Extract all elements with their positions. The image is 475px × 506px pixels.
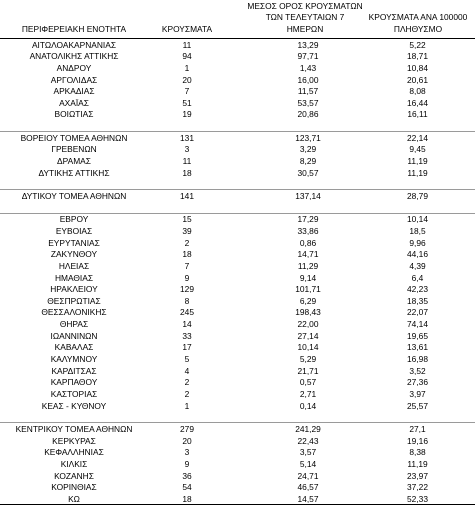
row-region-name: ΒΟΙΩΤΙΑΣ xyxy=(54,109,94,120)
row-cases: 11 xyxy=(182,39,192,50)
row-region-name: ΔΥΤΙΚΟΥ ΤΟΜΕΑ ΑΘΗΝΩΝ xyxy=(21,191,127,201)
header-avg-line1: ΜΕΣΟΣ ΟΡΟΣ ΚΡΟΥΣΜΑΤΩΝ xyxy=(247,1,363,11)
table-row xyxy=(0,447,475,457)
row-7day-average: 6,29 xyxy=(299,295,317,306)
row-7day-average: 198,43 xyxy=(295,307,321,318)
row-cases: 2 xyxy=(184,389,190,399)
row-cases: 7 xyxy=(184,260,190,271)
table-row xyxy=(0,471,475,481)
row-region-name: ΚΙΛΚΙΣ xyxy=(60,458,88,469)
row-rate-per-100k: 18,35 xyxy=(407,295,428,306)
row-cases: 14 xyxy=(182,319,192,330)
row-7day-average: 17,29 xyxy=(297,214,319,225)
row-rate-per-100k: 42,23 xyxy=(407,284,428,295)
row-rate-per-100k: 13,61 xyxy=(407,342,428,353)
row-rate-per-100k: 74,14 xyxy=(407,319,428,330)
row-rate-per-100k: 18,71 xyxy=(407,51,428,62)
row-region-name: ΚΕΡΚΥΡΑΣ xyxy=(52,435,96,446)
row-rate-per-100k: 22,07 xyxy=(407,307,428,318)
row-7day-average: 97,71 xyxy=(297,51,319,62)
table-row xyxy=(0,401,475,411)
row-7day-average: 46,57 xyxy=(297,482,319,493)
table-row xyxy=(0,284,475,294)
row-cases: 245 xyxy=(180,307,194,318)
row-region-name: ΗΡΑΚΛΕΙΟΥ xyxy=(50,284,98,295)
row-rate-per-100k: 37,22 xyxy=(407,482,428,493)
blank-separator-row xyxy=(0,203,475,214)
row-cases: 20 xyxy=(182,74,192,85)
row-rate-per-100k: 19,65 xyxy=(407,330,428,341)
row-region-name: ΚΑΡΔΙΤΣΑΣ xyxy=(51,365,97,376)
row-7day-average: 22,00 xyxy=(297,319,319,330)
row-cases: 18 xyxy=(182,167,192,178)
table-row xyxy=(0,296,475,306)
table-row xyxy=(0,319,475,329)
row-cases: 18 xyxy=(182,493,192,504)
row-region-name: ΚΑΒΑΛΑΣ xyxy=(54,342,94,353)
row-region-name: ΖΑΚΥΝΘΟΥ xyxy=(50,249,98,260)
row-7day-average: 21,71 xyxy=(297,365,319,376)
row-7day-average: 13,29 xyxy=(297,39,319,50)
table-row xyxy=(0,354,475,364)
header-cases: ΚΡΟΥΣΜΑΤΑ xyxy=(161,24,213,34)
row-7day-average: 241,29 xyxy=(295,423,321,434)
row-region-name: ΙΩΑΝΝΙΝΩΝ xyxy=(50,330,98,341)
table-row xyxy=(0,98,475,108)
row-cases: 5 xyxy=(184,354,190,365)
row-7day-average: 22,43 xyxy=(297,435,319,446)
row-rate-per-100k: 16,98 xyxy=(407,354,428,365)
row-7day-average: 0,57 xyxy=(299,377,317,388)
row-rate-per-100k: 44,16 xyxy=(407,249,428,260)
header-rate-line1: ΚΡΟΥΣΜΑΤΑ ΑΝΑ 100000 xyxy=(368,12,468,22)
table-row xyxy=(0,482,475,492)
row-rate-per-100k: 25,57 xyxy=(407,400,428,411)
row-rate-per-100k: 11,19 xyxy=(407,458,428,469)
row-cases: 36 xyxy=(182,470,192,481)
row-region-name: ΑΡΓΟΛΙΔΑΣ xyxy=(50,74,98,85)
row-rate-per-100k: 23,97 xyxy=(407,470,428,481)
row-region-name: ΑΡΚΑΔΙΑΣ xyxy=(53,86,95,97)
header-avg-line3: ΗΜΕΡΩΝ xyxy=(286,24,324,34)
table-row xyxy=(0,436,475,446)
row-7day-average: 101,71 xyxy=(295,284,321,295)
row-7day-average: 3,29 xyxy=(299,144,317,155)
row-7day-average: 8,29 xyxy=(299,156,317,166)
row-cases: 11 xyxy=(182,156,192,166)
row-rate-per-100k: 3,52 xyxy=(409,365,426,376)
table-row xyxy=(0,63,475,73)
table-row xyxy=(0,331,475,341)
table-row xyxy=(0,342,475,352)
row-7day-average: 137,14 xyxy=(295,191,321,201)
row-region-name: ΚΕΦΑΛΛΗΝΙΑΣ xyxy=(44,447,104,458)
row-cases: 141 xyxy=(180,191,194,201)
table-row xyxy=(0,238,475,248)
table-row xyxy=(0,261,475,271)
row-rate-per-100k: 16,11 xyxy=(407,109,428,120)
row-region-name: ΓΡΕΒΕΝΩΝ xyxy=(51,144,97,155)
row-region-name: ΚΑΣΤΟΡΙΑΣ xyxy=(50,389,98,399)
row-rate-per-100k: 52,33 xyxy=(407,493,428,504)
row-7day-average: 0,14 xyxy=(299,400,317,411)
header-avg-line2: ΤΩΝ ΤΕΛΕΥΤΑΙΩΝ 7 xyxy=(265,12,345,22)
row-cases: 17 xyxy=(182,342,192,353)
table-row xyxy=(0,191,475,201)
row-7day-average: 24,71 xyxy=(297,470,319,481)
table-row xyxy=(0,273,475,283)
row-7day-average: 9,14 xyxy=(299,272,317,283)
row-region-name: ΕΒΡΟΥ xyxy=(59,214,89,225)
row-cases: 39 xyxy=(182,225,192,236)
row-cases: 15 xyxy=(182,214,192,225)
row-region-name: ΚΑΡΠΑΘΟΥ xyxy=(50,377,98,388)
row-region-name: ΕΥΒΟΙΑΣ xyxy=(55,225,93,236)
row-rate-per-100k: 18,5 xyxy=(409,225,426,236)
row-region-name: ΔΥΤΙΚΗΣ ΑΤΤΙΚΗΣ xyxy=(38,167,110,178)
row-cases: 33 xyxy=(182,330,192,341)
table-row xyxy=(0,424,475,434)
row-7day-average: 3,57 xyxy=(299,447,317,458)
row-region-name: ΗΛΕΙΑΣ xyxy=(58,260,90,271)
row-region-name: ΔΡΑΜΑΣ xyxy=(57,156,91,166)
row-7day-average: 14,57 xyxy=(297,493,319,504)
row-rate-per-100k: 28,79 xyxy=(407,191,428,201)
table-row xyxy=(0,109,475,119)
row-rate-per-100k: 8,08 xyxy=(409,86,426,97)
row-rate-per-100k: 16,44 xyxy=(407,97,428,108)
row-7day-average: 33,86 xyxy=(297,225,319,236)
row-region-name: ΘΕΣΠΡΩΤΙΑΣ xyxy=(47,295,101,306)
row-region-name: ΚΑΛΥΜΝΟΥ xyxy=(50,354,98,365)
row-region-name: ΘΕΣΣΑΛΟΝΙΚΗΣ xyxy=(41,307,107,318)
header-region: ΠΕΡΙΦΕΡΕΙΑΚΗ ΕΝΟΤΗΤΑ xyxy=(21,24,127,34)
row-region-name: ΑΝΑΤΟΛΙΚΗΣ ΑΤΤΙΚΗΣ xyxy=(29,51,119,62)
table-row xyxy=(0,40,475,50)
row-rate-per-100k: 8,38 xyxy=(409,447,426,458)
row-cases: 20 xyxy=(182,435,192,446)
table-row xyxy=(0,249,475,259)
table-row xyxy=(0,307,475,317)
row-rate-per-100k: 10,14 xyxy=(407,214,428,225)
row-rate-per-100k: 6,4 xyxy=(411,272,424,283)
row-rate-per-100k: 11,19 xyxy=(407,156,428,166)
table-bottom-border xyxy=(0,504,475,505)
row-rate-per-100k: 27,1 xyxy=(409,423,426,434)
row-rate-per-100k: 22,14 xyxy=(407,132,428,143)
row-cases: 18 xyxy=(182,249,192,260)
row-7day-average: 5,14 xyxy=(299,458,317,469)
row-region-name: ΕΥΡΥΤΑΝΙΑΣ xyxy=(48,237,100,248)
row-cases: 19 xyxy=(182,109,192,120)
row-7day-average: 11,57 xyxy=(297,86,319,97)
row-7day-average: 10,14 xyxy=(297,342,319,353)
row-cases: 279 xyxy=(180,423,194,434)
row-rate-per-100k: 3,97 xyxy=(409,389,426,399)
table-row xyxy=(0,156,475,166)
row-region-name: ΚΕΝΤΡΙΚΟΥ ΤΟΜΕΑ ΑΘΗΝΩΝ xyxy=(15,423,133,434)
row-7day-average: 2,71 xyxy=(299,389,317,399)
table-row xyxy=(0,494,475,504)
row-cases: 54 xyxy=(182,482,192,493)
row-7day-average: 53,57 xyxy=(297,97,319,108)
row-cases: 1 xyxy=(184,400,190,411)
row-7day-average: 20,86 xyxy=(297,109,319,120)
row-region-name: ΚΟΖΑΝΗΣ xyxy=(54,470,94,481)
row-7day-average: 1,43 xyxy=(299,62,317,73)
row-rate-per-100k: 5,22 xyxy=(409,39,426,50)
row-7day-average: 16,00 xyxy=(297,74,319,85)
row-7day-average: 11,29 xyxy=(297,260,319,271)
row-region-name: ΑΝΔΡΟΥ xyxy=(56,62,92,73)
row-rate-per-100k: 20,61 xyxy=(407,74,428,85)
blank-separator-row xyxy=(0,179,475,190)
row-rate-per-100k: 9,45 xyxy=(409,144,426,155)
row-region-name: ΚΩ xyxy=(68,493,80,504)
row-region-name: ΑΧΑΪΑΣ xyxy=(59,97,89,108)
row-7day-average: 30,57 xyxy=(297,167,319,178)
blank-separator-row xyxy=(0,412,475,423)
table-row xyxy=(0,133,475,143)
row-region-name: ΑΙΤΩΛΟΑΚΑΡΝΑΝΙΑΣ xyxy=(31,39,117,50)
table-row xyxy=(0,51,475,61)
row-rate-per-100k: 4,39 xyxy=(409,260,426,271)
row-rate-per-100k: 27,36 xyxy=(407,377,428,388)
row-cases: 129 xyxy=(180,284,194,295)
row-rate-per-100k: 10,84 xyxy=(407,62,428,73)
table-row xyxy=(0,75,475,85)
table-row xyxy=(0,226,475,236)
table-row xyxy=(0,459,475,469)
row-cases: 94 xyxy=(182,51,192,62)
row-cases: 2 xyxy=(184,237,190,248)
header-rate-line2: ΠΛΗΘΥΣΜΟ xyxy=(393,24,443,34)
row-7day-average: 5,29 xyxy=(299,354,317,365)
table-row xyxy=(0,377,475,387)
row-7day-average: 0,86 xyxy=(299,237,317,248)
row-region-name: ΚΕΑΣ - ΚΥΘΝΟΥ xyxy=(41,400,107,411)
row-cases: 131 xyxy=(180,132,194,143)
row-7day-average: 14,71 xyxy=(297,249,319,260)
table-row xyxy=(0,389,475,399)
row-cases: 51 xyxy=(182,97,192,108)
row-region-name: ΒΟΡΕΙΟΥ ΤΟΜΕΑ ΑΘΗΝΩΝ xyxy=(20,132,128,143)
row-cases: 8 xyxy=(184,295,190,306)
table-row xyxy=(0,214,475,224)
row-cases: 4 xyxy=(184,365,190,376)
row-cases: 3 xyxy=(184,144,190,155)
row-region-name: ΚΟΡΙΝΘΙΑΣ xyxy=(51,482,97,493)
row-7day-average: 123,71 xyxy=(295,132,321,143)
blank-separator-row xyxy=(0,121,475,132)
row-rate-per-100k: 9,96 xyxy=(409,237,426,248)
row-cases: 1 xyxy=(184,62,190,73)
row-rate-per-100k: 11,19 xyxy=(407,167,428,178)
row-cases: 9 xyxy=(184,458,190,469)
row-cases: 2 xyxy=(184,377,190,388)
table-row xyxy=(0,366,475,376)
table-row xyxy=(0,86,475,96)
row-7day-average: 27,14 xyxy=(297,330,319,341)
table-row xyxy=(0,144,475,154)
row-region-name: ΘΗΡΑΣ xyxy=(59,319,89,330)
table-row xyxy=(0,168,475,178)
row-rate-per-100k: 19,16 xyxy=(407,435,428,446)
row-cases: 7 xyxy=(184,86,190,97)
row-region-name: ΗΜΑΘΙΑΣ xyxy=(54,272,94,283)
row-cases: 9 xyxy=(184,272,190,283)
row-cases: 3 xyxy=(184,447,190,458)
